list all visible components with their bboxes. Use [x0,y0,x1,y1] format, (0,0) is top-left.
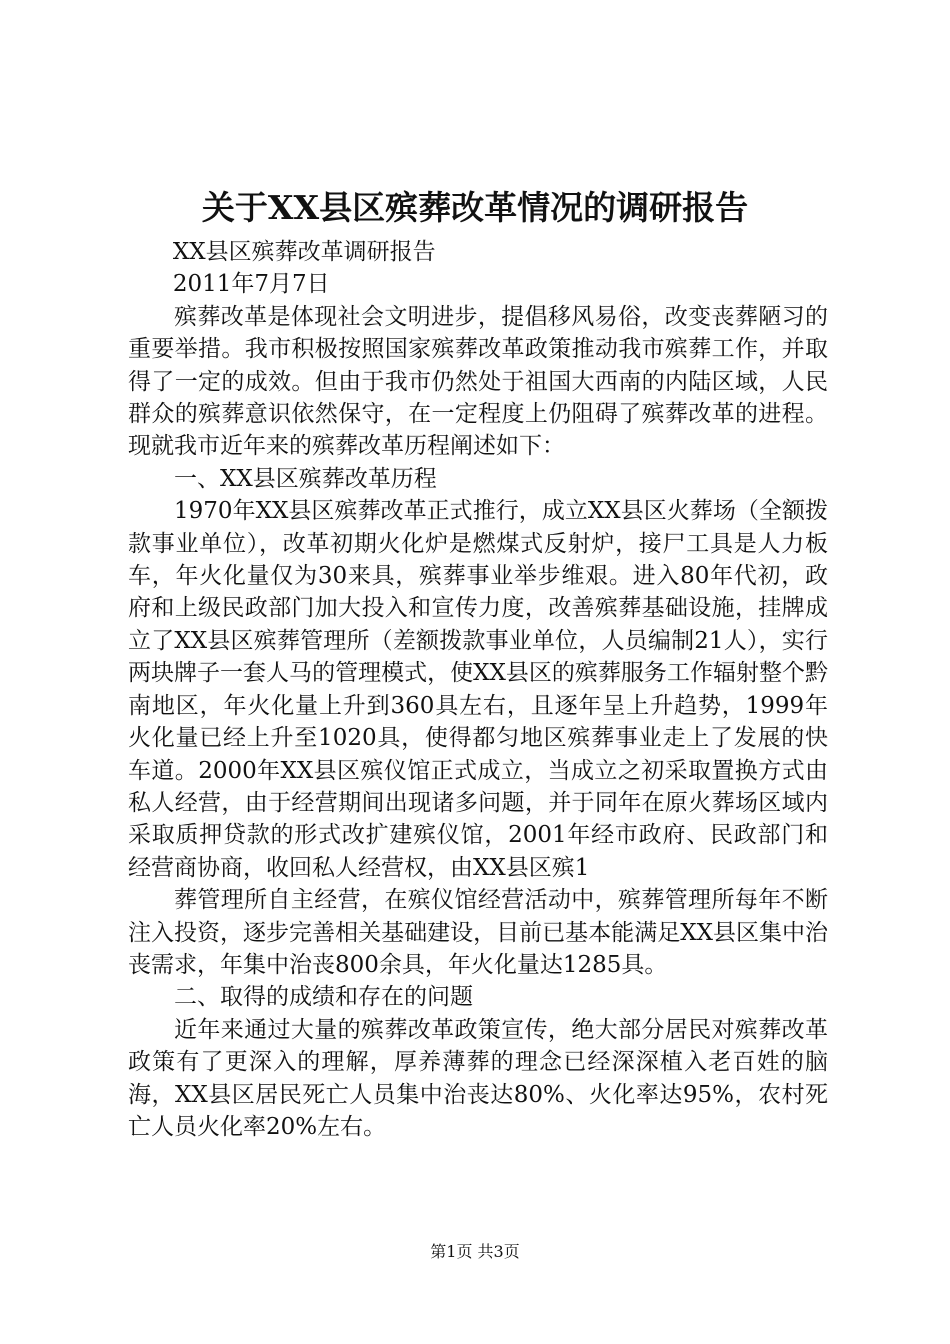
document-body [128,236,828,1143]
history-paragraph: 1970年XX县区殡葬改革正式推行，成立XX县区火葬场（全额拨款事业单位），改革初期火化炉是燃煤式反射炉，接尸工具是人力板车，年火化量仅为30来具，殡葬事业举步维艰。进入80年代初，政府和上级民政部门加大投入和宣传力度，改善殡葬基础设施，挂牌成立了XX县区殡葬管理所（差额拨款事业单位，人员编制21人），实行两块牌子一套人马的管理模式，使XX县区的殡葬服务工作辐射整个黔南地区，年火化量上升到360具左右，且逐年呈上升趋势，1999年火化量已经上升至1020具，使得都匀地区殡葬事业走上了发展的快车道。2000年XX县区殡仪馆正式成立，当成立之初采取置换方式由私人经营，由于经营期间出现诸多问题，并于同年在原火葬场区域内采取质押贷款的形式改扩建殡仪馆，2001年经市政府、民政部门和经营商协商，收回私人经营权，由XX县区殡1 [128,498,828,881]
report-subtitle: XX县区殡葬改革调研报告 [172,239,436,265]
achievements-paragraph: 近年来通过大量的殡葬改革政策宣传，绝大部分居民对殡葬改革政策有了更深入的理解，厚养薄葬的理念已经深深植入老百姓的脑海，XX县区居民死亡人员集中治丧达80%、火化率达95%，农村死亡人员火化率20%左右。 [128,1016,828,1140]
history-paragraph-continued: 葬管理所自主经营，在殡仪馆经营活动中，殡葬管理所每年不断注入投资，逐步完善相关基础建设，目前已基本能满足XX县区集中治丧需求，年集中治丧800余具，年火化量达1285具。 [128,887,828,978]
intro-paragraph: 殡葬改革是体现社会文明进步，提倡移风易俗，改变丧葬陋习的重要举措。我市积极按照国家殡葬改革政策推动我市殡葬工作，并取得了一定的成效。但由于我市仍然处于祖国大西南的内陆区域，人民群众的殡葬意识依然保守，在一定程度上仍阻碍了殡葬改革的进程。现就我市近年来的殡葬改革历程阐述如下： [128,303,828,460]
document-title: 关于XX县区殡葬改革情况的调研报告 [201,188,749,227]
page-number-footer: 第1页 共3页 [430,1242,520,1261]
report-date: 2011年7月7日 [172,271,330,298]
section-heading-achievements: 二、取得的成绩和存在的问题 [174,984,473,1011]
section-heading-history: 一、XX县区殡葬改革历程 [174,465,437,492]
